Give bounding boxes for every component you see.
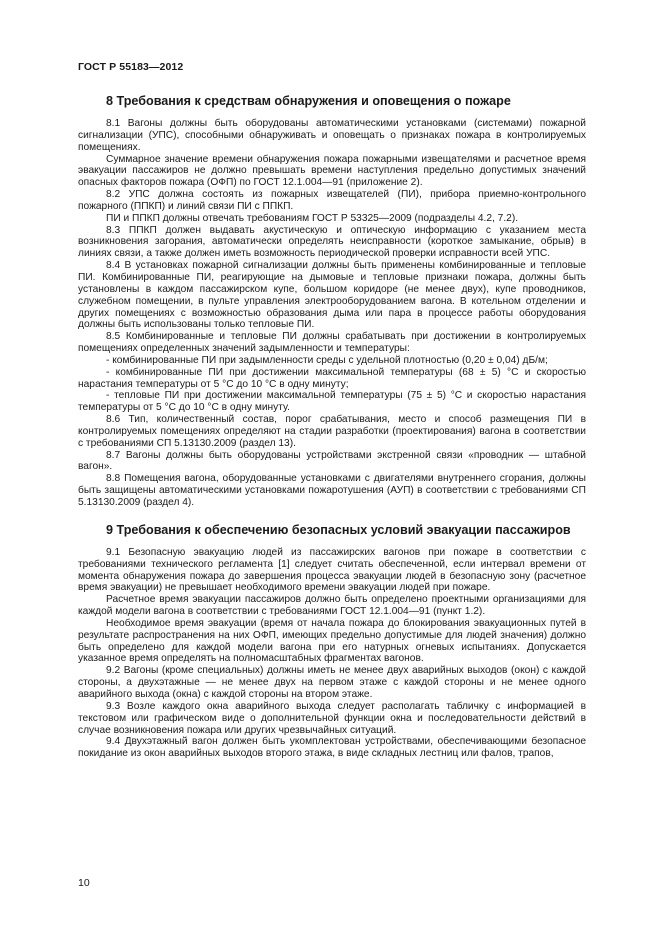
- paragraph: 8.2 УПС должна состоять из пожарных извещателей (ПИ), прибора приемно-контрольного пожарного (ППКП) и линий связи ПИ с ППКП.: [78, 189, 586, 212]
- paragraph: 9.4 Двухэтажный вагон должен быть укомплектован устройствами, обеспечивающими безопасное покидание из окон аварийных выходов второго этажа, в виде складных лестниц или фалов, трапов,: [78, 736, 586, 760]
- paragraph: 9.3 Возле каждого окна аварийного выхода следует располагать табличку с информацией в текстовом или графическом виде о дополнительной функции окна и последовательности действий в случае возникновения пожара или других чрезвычайных ситуаций.: [78, 700, 586, 736]
- paragraph: Суммарное значение времени обнаружения пожара пожарными извещателями и расчетное время эвакуации пассажиров не должно превышать времени наступления предельно допустимых значений опасных факторов пожара (ОФП) по ГОСТ 12.1.004—91 (приложение 2).: [78, 153, 586, 189]
- paragraph: Необходимое время эвакуации (время от начала пожара до блокирования эвакуационных путей в результате распространения на них ОФП, имеющих предельно допустимые для людей значения) должно быть определено для каждой модели вагона при его натурных огневых испытаниях. Допускается указанное время определять на полномасштабных фрагментах вагонов.: [78, 617, 586, 665]
- list-item: - тепловые ПИ при достижении максимальной температуры (75 ± 5) °С и скоростью нарастания температуры от 5 °С до 10 °С в одну минуту.: [78, 390, 586, 414]
- section-9-title: 9 Требования к обеспечению безопасных условий эвакуации пассажиров: [106, 522, 571, 537]
- paragraph: 8.5 Комбинированные и тепловые ПИ должны срабатывать при достижении в контролируемых помещениях определенных значений задымленности и температуры:: [78, 331, 586, 355]
- paragraph: 8.1 Вагоны должны быть оборудованы автоматическими установками (системами) пожарной сигнализации (УПС), способными обнаруживать и оповещать о признаках пожара в контролируемых помещениях.: [78, 118, 586, 153]
- standard-code-header: ГОСТ Р 55183—2012: [78, 61, 184, 73]
- paragraph: 9.2 Вагоны (кроме специальных) должны иметь не менее двух аварийных выходов (окон) с каждой стороны, а двухэтажные — не менее двух на первом этаже с каждой стороны и не менее одного аварийного выхода (окна) с каждой стороны на втором этаже.: [78, 665, 586, 700]
- paragraph: 8.7 Вагоны должны быть оборудованы устройствами экстренной связи «проводник — штабной вагон».: [78, 449, 586, 473]
- paragraph: 8.3 ППКП должен выдавать акустическую и оптическую информацию с указанием места возникновения загорания, автоматически определять неисправности (короткое замыкание, обрыв) в линиях связи, а также должен иметь возможность периодической проверки исправности всей УПС.: [78, 224, 586, 260]
- paragraph: 8.4 В установках пожарной сигнализации должны быть применены комбинированные и тепловые ПИ. Комбинированные ПИ, реагирующие на дымовые и тепловые признаки пожара, должны быть установлены в каждом пассажирском купе, большом коридоре (не менее двух), купе проводников, служебном помещении, в пульте управления электрооборудованием вагона. В котельном отделении и других помещениях с возможностью образования дыма или пара в процессе работы оборудования должны быть использованы только тепловые ПИ.: [78, 260, 586, 331]
- paragraph: 9.1 Безопасную эвакуацию людей из пассажирских вагонов при пожаре в соответствии с требованиями технического регламента [1] следует считать обеспеченной, если интервал времени от момента обнаружения пожара до завершения процесса эвакуации людей в безопасную зону (расчетное время эвакуации) не превышает необходимого времени эвакуации людей при пожаре.: [78, 546, 586, 594]
- paragraph: 8.6 Тип, количественный состав, порог срабатывания, место и способ размещения ПИ в контролируемых помещениях определяют на стадии разработки (проектирования) вагона в соответствии с требованиями СП 5.13130.2009 (раздел 13).: [78, 414, 586, 449]
- section-8-title: 8 Требования к средствам обнаружения и оповещения о пожаре: [106, 94, 511, 108]
- paragraph: 8.8 Помещения вагона, оборудованные установками с двигателями внутреннего сгорания, должны быть защищены автоматическими установками пожаротушения (АУП) в соответствии с требованиями СП 5.13130.2009 (раздел 4).: [78, 473, 586, 508]
- list-item: - комбинированные ПИ при задымленности среды с удельной плотностью (0,20 ± 0,04) дБ/м;: [106, 354, 548, 366]
- page-number: 10: [78, 877, 90, 889]
- paragraph: Расчетное время эвакуации пассажиров должно быть определено проектными организациями для каждой модели вагона в соответствии с требованиями ГОСТ 12.1.004—91 (пункт 1.2).: [78, 594, 586, 618]
- paragraph: ПИ и ППКП должны отвечать требованиям ГОСТ Р 53325—2009 (подразделы 4.2, 7.2).: [106, 212, 519, 224]
- list-item: - комбинированные ПИ при достижении максимальной температуры (68 ± 5) °С и скоростью нарастания температуры от 5 °С до 10 °С в одну минуту;: [78, 366, 586, 390]
- page-body: [78, 84, 586, 760]
